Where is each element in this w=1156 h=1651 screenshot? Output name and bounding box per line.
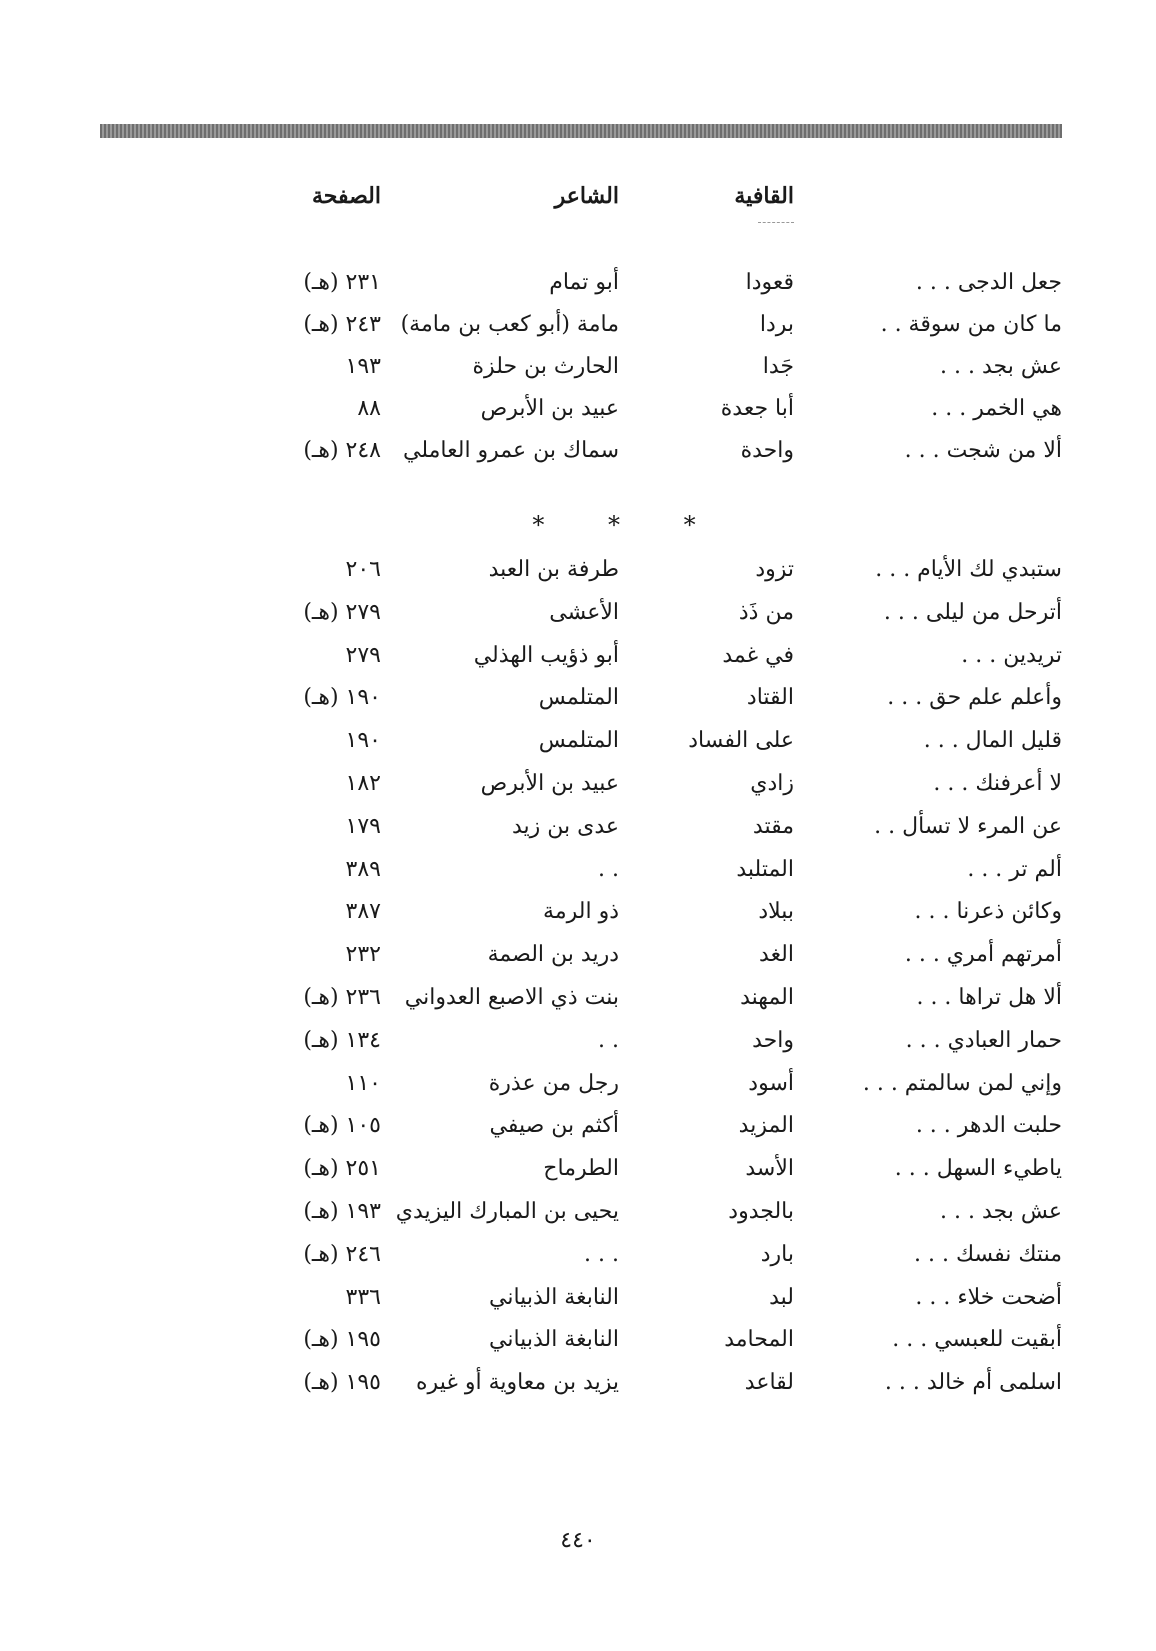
poet-cell: دريد بن الصمة <box>487 942 619 968</box>
table-row <box>0 431 1156 471</box>
rhyme-cell: لقاعد <box>744 1370 794 1396</box>
rhyme-cell: بارد <box>760 1241 794 1267</box>
table-row <box>0 764 1156 804</box>
page-ref-cell: ١٧٩ <box>345 813 381 839</box>
poet-cell: يزيد بن معاوية أو غيره <box>416 1370 619 1396</box>
table-row <box>0 1192 1156 1232</box>
header-rhyme: القافية <box>734 183 794 209</box>
poet-cell: عبيد بن الأبرص <box>480 771 619 796</box>
rhyme-cell: قعودا <box>745 270 794 295</box>
page-ref-cell: ٣٨٩ <box>345 856 381 882</box>
page-ref-cell: ٢٧٩ <box>345 642 381 668</box>
header-divider <box>758 222 794 223</box>
table-row <box>0 389 1156 429</box>
page-ref-cell: ٢٣٦ (هـ) <box>303 985 381 1010</box>
table-row <box>0 1021 1156 1061</box>
rhyme-cell: المتلبد <box>736 856 794 882</box>
first-words-cell: اسلمى أم خالد . . . <box>884 1370 1062 1396</box>
poet-cell: الطرماح <box>543 1156 619 1182</box>
rhyme-cell: في غمد <box>722 642 794 668</box>
rhyme-cell: أسود <box>748 1070 794 1096</box>
first-words-cell: حلبت الدهر . . . <box>915 1113 1062 1139</box>
table-row <box>0 892 1156 932</box>
header-poet: الشاعر <box>554 183 619 209</box>
table-row <box>0 305 1156 345</box>
poet-cell: الأعشى <box>549 599 619 625</box>
table-row <box>0 347 1156 387</box>
table-row <box>0 550 1156 590</box>
page-ref-cell: ٢٣١ (هـ) <box>303 270 381 295</box>
rhyme-cell: ببلاد <box>758 899 794 925</box>
rhyme-cell: من ذَذ <box>738 599 794 625</box>
first-words-cell: تريدين . . . <box>961 642 1062 668</box>
rhyme-cell: المزيد <box>738 1113 794 1139</box>
rhyme-cell: أبا جعدة <box>720 396 794 421</box>
poet-cell: النابغة الذبياني <box>489 1284 619 1310</box>
rhyme-cell: مقتد <box>752 813 794 839</box>
rhyme-cell: واحدة <box>740 438 794 463</box>
table-row <box>0 263 1156 303</box>
poet-cell: أبو تمام <box>549 270 619 295</box>
poet-cell: طرفة بن العبد <box>488 557 619 582</box>
first-words-cell: قليل المال . . . <box>923 728 1062 754</box>
poet-cell: أبو ذؤيب الهذلي <box>473 642 619 668</box>
poet-cell: المتلمس <box>538 728 619 754</box>
first-words-cell: منتك نفسك . . . <box>914 1241 1062 1267</box>
rhyme-cell: على الفساد <box>688 728 794 754</box>
page-ref-cell: ١٩٥ (هـ) <box>303 1370 381 1396</box>
page-ref-cell: ٣٨٧ <box>345 899 381 925</box>
poet-cell: بنت ذي الاصبع العدواني <box>404 985 619 1010</box>
page-ref-cell: ٢٤٨ (هـ) <box>303 438 381 463</box>
page-ref-cell: ٢٤٦ (هـ) <box>303 1241 381 1267</box>
page-ref-cell: ١٠٥ (هـ) <box>303 1113 381 1139</box>
page-ref-cell: ١٣٤ (هـ) <box>303 1027 381 1053</box>
page-ref-cell: ١٨٢ <box>345 771 381 796</box>
first-words-cell: وكائن ذعرنا . . . <box>914 899 1062 925</box>
poet-cell: ذو الرمة <box>543 899 619 925</box>
table-row <box>0 1278 1156 1318</box>
first-words-cell: ألم تر . . . <box>967 856 1062 882</box>
first-words-cell: لا أعرفنك . . . <box>933 771 1062 796</box>
page-ref-cell: ١٩٠ <box>345 728 381 754</box>
first-words-cell: أترحل من ليلى . . . <box>883 599 1062 625</box>
rhyme-cell: لبد <box>769 1284 794 1310</box>
poet-cell: سماك بن عمرو العاملي <box>403 438 619 463</box>
poet-cell: مامة (أبو كعب بن مامة) <box>400 312 619 337</box>
page-ref-cell: ٢٤٣ (هـ) <box>303 312 381 337</box>
first-words-cell: أمرتهم أمري . . . <box>904 942 1062 968</box>
page-ref-cell: ٨٨ <box>357 396 381 421</box>
rhyme-cell: بالجدود <box>728 1199 794 1224</box>
first-words-cell: هي الخمر . . . <box>931 396 1062 421</box>
page-ref-cell: ١٩٠ (هـ) <box>303 685 381 711</box>
table-row <box>0 593 1156 633</box>
rhyme-cell: زادي <box>750 771 794 796</box>
table-row <box>0 1320 1156 1360</box>
table-row <box>0 678 1156 718</box>
rhyme-cell: القتاد <box>746 685 794 711</box>
table-header <box>0 176 1156 216</box>
table-row <box>0 1363 1156 1403</box>
table-row <box>0 721 1156 761</box>
poet-cell: عبيد بن الأبرص <box>480 396 619 421</box>
first-words-cell: وأعلم علم حق . . . <box>887 685 1062 711</box>
page-number: ٤٤٠ <box>560 1528 596 1553</box>
table-row <box>0 850 1156 890</box>
poet-cell: رجل من عذرة <box>488 1070 619 1096</box>
poet-cell: عدى بن زيد <box>511 813 619 839</box>
page-ref-cell: ١٩٥ (هـ) <box>303 1327 381 1353</box>
page-ref-cell: ١٩٣ <box>345 354 381 379</box>
header-page: الصفحة <box>311 183 381 209</box>
first-words-cell: عن المرء لا تسأل . . <box>874 813 1062 839</box>
rhyme-cell: بردا <box>759 312 794 337</box>
page-ref-cell: ٢٠٦ <box>345 557 381 582</box>
table-row <box>0 935 1156 975</box>
first-words-cell: أبقيت للعبسي . . . <box>892 1327 1062 1353</box>
table-row <box>0 1106 1156 1146</box>
rhyme-cell: تزود <box>755 557 794 582</box>
table-row <box>0 807 1156 847</box>
poet-cell: . . <box>598 856 619 882</box>
page-ref-cell: ١٩٣ (هـ) <box>303 1199 381 1224</box>
first-words-cell: وإني لمن سالمتم . . . <box>862 1070 1062 1096</box>
rhyme-cell: المحامد <box>724 1327 794 1353</box>
poet-cell: يحيى بن المبارك اليزيدي <box>395 1199 619 1224</box>
page-ref-cell: ١١٠ <box>345 1070 381 1096</box>
poet-cell: المتلمس <box>538 685 619 711</box>
table-row <box>0 978 1156 1018</box>
table-row <box>0 1064 1156 1104</box>
first-words-cell: أضحت خلاء . . . <box>915 1284 1062 1310</box>
page-ref-cell: ٣٣٦ <box>345 1284 381 1310</box>
poet-cell: . . . <box>584 1241 619 1267</box>
section-separator: * * * <box>532 511 724 539</box>
page-ref-cell: ٢٥١ (هـ) <box>303 1156 381 1182</box>
first-words-cell: جعل الدجى . . . <box>915 270 1062 295</box>
poet-cell: الحارث بن حلزة <box>472 354 619 379</box>
first-words-cell: ألا من شجت . . . <box>904 438 1062 463</box>
rhyme-cell: واحد <box>752 1027 794 1053</box>
first-words-cell: حمار العبادي . . . <box>905 1027 1062 1053</box>
rhyme-cell: الأسد <box>745 1156 794 1182</box>
first-words-cell: عش بجد . . . <box>940 1199 1062 1224</box>
rhyme-cell: المهند <box>740 985 794 1010</box>
first-words-cell: ستبدي لك الأيام . . . <box>875 557 1062 582</box>
table-row <box>0 1235 1156 1275</box>
table-row <box>0 1149 1156 1189</box>
first-words-cell: ألا هل تراها . . . <box>916 985 1062 1010</box>
page-ref-cell: ٢٧٩ (هـ) <box>303 599 381 625</box>
poet-cell: . . <box>598 1027 619 1053</box>
rhyme-cell: الغد <box>759 942 794 968</box>
poet-cell: النابغة الذبياني <box>489 1327 619 1353</box>
poet-cell: أكثم بن صيفي <box>489 1113 619 1139</box>
first-words-cell: ما كان من سوقة . . <box>880 312 1062 337</box>
rhyme-cell: جَدا <box>762 354 794 379</box>
table-row <box>0 636 1156 676</box>
first-words-cell: ياطيء السهل . . . <box>894 1156 1062 1182</box>
page-ref-cell: ٢٣٢ <box>345 942 381 968</box>
first-words-cell: عش بجد . . . <box>940 354 1062 379</box>
